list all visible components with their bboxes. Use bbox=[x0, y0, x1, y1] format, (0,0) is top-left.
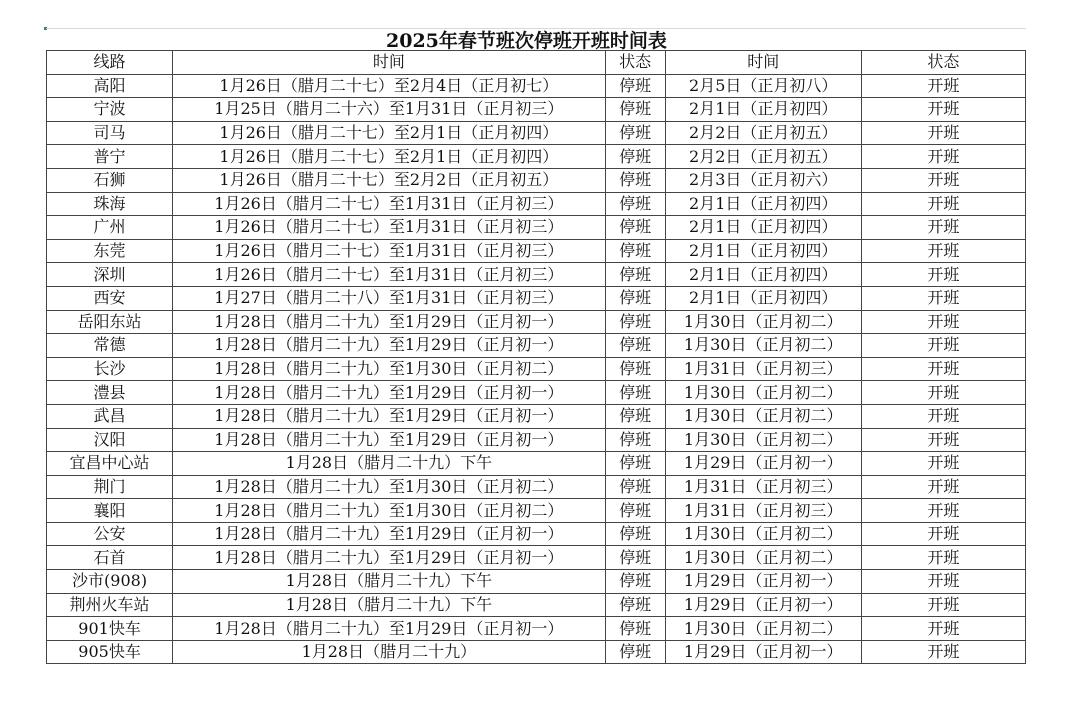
route-cell: 珠海 bbox=[47, 192, 173, 216]
header-stop-status: 状态 bbox=[605, 51, 665, 75]
stop-time-cell: 1月28日（腊月二十九）至1月29日（正月初一） bbox=[173, 617, 605, 641]
open-time-cell: 2月2日（正月初五） bbox=[665, 145, 861, 169]
route-cell: 公安 bbox=[47, 522, 173, 546]
route-cell: 宜昌中心站 bbox=[47, 452, 173, 476]
stop-time-cell: 1月26日（腊月二十七）至2月4日（正月初七） bbox=[173, 74, 605, 98]
open-time-cell: 2月1日（正月初四） bbox=[665, 286, 861, 310]
stop-status-cell: 停班 bbox=[605, 452, 665, 476]
stop-status-cell: 停班 bbox=[605, 617, 665, 641]
open-time-cell: 2月5日（正月初八） bbox=[665, 74, 861, 98]
stop-status-cell: 停班 bbox=[605, 522, 665, 546]
stop-status-cell: 停班 bbox=[605, 334, 665, 358]
route-cell: 常德 bbox=[47, 334, 173, 358]
stop-time-cell: 1月26日（腊月二十七）至1月31日（正月初三） bbox=[173, 239, 605, 263]
header-stop-time: 时间 bbox=[173, 51, 605, 75]
route-cell: 高阳 bbox=[47, 74, 173, 98]
stop-status-cell: 停班 bbox=[605, 145, 665, 169]
stop-time-cell: 1月28日（腊月二十九）至1月29日（正月初一） bbox=[173, 334, 605, 358]
open-status-cell: 开班 bbox=[861, 192, 1025, 216]
table-row bbox=[47, 499, 1026, 523]
stop-status-cell: 停班 bbox=[605, 404, 665, 428]
stop-time-cell: 1月26日（腊月二十七）至2月1日（正月初四） bbox=[173, 121, 605, 145]
route-cell: 汉阳 bbox=[47, 428, 173, 452]
table-row bbox=[47, 145, 1026, 169]
open-status-cell: 开班 bbox=[861, 546, 1025, 570]
stop-time-cell: 1月26日（腊月二十七）至1月31日（正月初三） bbox=[173, 263, 605, 287]
stop-status-cell: 停班 bbox=[605, 381, 665, 405]
open-time-cell: 1月30日（正月初二） bbox=[665, 334, 861, 358]
open-time-cell: 1月31日（正月初三） bbox=[665, 475, 861, 499]
open-time-cell: 2月3日（正月初六） bbox=[665, 168, 861, 192]
open-status-cell: 开班 bbox=[861, 145, 1025, 169]
stop-time-cell: 1月28日（腊月二十九）至1月29日（正月初一） bbox=[173, 546, 605, 570]
stop-status-cell: 停班 bbox=[605, 192, 665, 216]
route-cell: 司马 bbox=[47, 121, 173, 145]
open-time-cell: 1月29日（正月初一） bbox=[665, 570, 861, 594]
open-time-cell: 1月29日（正月初一） bbox=[665, 452, 861, 476]
table-row bbox=[47, 192, 1026, 216]
table-row bbox=[47, 216, 1026, 240]
stop-status-cell: 停班 bbox=[605, 310, 665, 334]
open-status-cell: 开班 bbox=[861, 98, 1025, 122]
route-cell: 武昌 bbox=[47, 404, 173, 428]
route-cell: 宁波 bbox=[47, 98, 173, 122]
open-status-cell: 开班 bbox=[861, 522, 1025, 546]
table-row bbox=[47, 286, 1026, 310]
open-time-cell: 1月30日（正月初二） bbox=[665, 428, 861, 452]
stop-time-cell: 1月26日（腊月二十七）至2月1日（正月初四） bbox=[173, 145, 605, 169]
table-row bbox=[47, 121, 1026, 145]
stop-status-cell: 停班 bbox=[605, 216, 665, 240]
stop-status-cell: 停班 bbox=[605, 239, 665, 263]
schedule-table bbox=[46, 50, 1026, 664]
stop-status-cell: 停班 bbox=[605, 286, 665, 310]
stop-status-cell: 停班 bbox=[605, 357, 665, 381]
open-status-cell: 开班 bbox=[861, 617, 1025, 641]
route-cell: 荆门 bbox=[47, 475, 173, 499]
route-cell: 901快车 bbox=[47, 617, 173, 641]
open-time-cell: 2月1日（正月初四） bbox=[665, 239, 861, 263]
open-status-cell: 开班 bbox=[861, 286, 1025, 310]
route-cell: 荆州火车站 bbox=[47, 593, 173, 617]
route-cell: 普宁 bbox=[47, 145, 173, 169]
table-row bbox=[47, 263, 1026, 287]
open-time-cell: 2月1日（正月初四） bbox=[665, 98, 861, 122]
open-status-cell: 开班 bbox=[861, 593, 1025, 617]
table-row bbox=[47, 452, 1026, 476]
stop-status-cell: 停班 bbox=[605, 546, 665, 570]
table-row bbox=[47, 593, 1026, 617]
stop-status-cell: 停班 bbox=[605, 593, 665, 617]
open-status-cell: 开班 bbox=[861, 263, 1025, 287]
open-status-cell: 开班 bbox=[861, 334, 1025, 358]
header-route: 线路 bbox=[47, 51, 173, 75]
stop-status-cell: 停班 bbox=[605, 74, 665, 98]
open-status-cell: 开班 bbox=[861, 121, 1025, 145]
route-cell: 长沙 bbox=[47, 357, 173, 381]
stop-status-cell: 停班 bbox=[605, 168, 665, 192]
route-cell: 沙市(908) bbox=[47, 570, 173, 594]
table-body bbox=[47, 74, 1026, 664]
title-row bbox=[46, 28, 1026, 51]
table-row bbox=[47, 357, 1026, 381]
route-cell: 东莞 bbox=[47, 239, 173, 263]
stop-time-cell: 1月28日（腊月二十九） bbox=[173, 640, 605, 664]
stop-time-cell: 1月28日（腊月二十九）下午 bbox=[173, 452, 605, 476]
table-row bbox=[47, 334, 1026, 358]
open-time-cell: 2月1日（正月初四） bbox=[665, 216, 861, 240]
route-cell: 岳阳东站 bbox=[47, 310, 173, 334]
open-status-cell: 开班 bbox=[861, 475, 1025, 499]
stop-time-cell: 1月26日（腊月二十七）至1月31日（正月初三） bbox=[173, 192, 605, 216]
open-status-cell: 开班 bbox=[861, 239, 1025, 263]
open-time-cell: 2月1日（正月初四） bbox=[665, 263, 861, 287]
route-cell: 襄阳 bbox=[47, 499, 173, 523]
stop-time-cell: 1月25日（腊月二十六）至1月31日（正月初三） bbox=[173, 98, 605, 122]
stop-time-cell: 1月26日（腊月二十七）至1月31日（正月初三） bbox=[173, 216, 605, 240]
open-time-cell: 1月31日（正月初三） bbox=[665, 357, 861, 381]
table-row bbox=[47, 428, 1026, 452]
table-row bbox=[47, 522, 1026, 546]
open-status-cell: 开班 bbox=[861, 570, 1025, 594]
open-status-cell: 开班 bbox=[861, 357, 1025, 381]
page-title: 2025年春节班次停班开班时间表 bbox=[386, 30, 667, 52]
table-row bbox=[47, 98, 1026, 122]
stop-time-cell: 1月28日（腊月二十九）至1月30日（正月初二） bbox=[173, 357, 605, 381]
stop-time-cell: 1月28日（腊月二十九）至1月29日（正月初一） bbox=[173, 428, 605, 452]
open-time-cell: 1月30日（正月初二） bbox=[665, 404, 861, 428]
stop-time-cell: 1月28日（腊月二十九）至1月30日（正月初二） bbox=[173, 499, 605, 523]
open-status-cell: 开班 bbox=[861, 74, 1025, 98]
open-status-cell: 开班 bbox=[861, 452, 1025, 476]
stop-time-cell: 1月28日（腊月二十九）至1月30日（正月初二） bbox=[173, 475, 605, 499]
table-row bbox=[47, 475, 1026, 499]
open-time-cell: 1月29日（正月初一） bbox=[665, 640, 861, 664]
stop-time-cell: 1月28日（腊月二十九）至1月29日（正月初一） bbox=[173, 522, 605, 546]
header-open-time: 时间 bbox=[665, 51, 861, 75]
table-row bbox=[47, 239, 1026, 263]
stop-status-cell: 停班 bbox=[605, 98, 665, 122]
open-time-cell: 1月30日（正月初二） bbox=[665, 310, 861, 334]
stop-time-cell: 1月28日（腊月二十九）至1月29日（正月初一） bbox=[173, 310, 605, 334]
table-row bbox=[47, 546, 1026, 570]
stop-status-cell: 停班 bbox=[605, 428, 665, 452]
stop-status-cell: 停班 bbox=[605, 475, 665, 499]
open-time-cell: 1月30日（正月初二） bbox=[665, 381, 861, 405]
table-row bbox=[47, 404, 1026, 428]
open-time-cell: 2月1日（正月初四） bbox=[665, 192, 861, 216]
stop-status-cell: 停班 bbox=[605, 121, 665, 145]
route-cell: 石狮 bbox=[47, 168, 173, 192]
open-status-cell: 开班 bbox=[861, 168, 1025, 192]
stop-time-cell: 1月28日（腊月二十九）下午 bbox=[173, 593, 605, 617]
stop-status-cell: 停班 bbox=[605, 570, 665, 594]
stop-time-cell: 1月26日（腊月二十七）至2月2日（正月初五） bbox=[173, 168, 605, 192]
stop-status-cell: 停班 bbox=[605, 263, 665, 287]
header-open-status: 状态 bbox=[861, 51, 1025, 75]
route-cell: 深圳 bbox=[47, 263, 173, 287]
table-row bbox=[47, 168, 1026, 192]
open-time-cell: 1月30日（正月初二） bbox=[665, 617, 861, 641]
open-status-cell: 开班 bbox=[861, 310, 1025, 334]
route-cell: 905快车 bbox=[47, 640, 173, 664]
open-status-cell: 开班 bbox=[861, 404, 1025, 428]
table-row bbox=[47, 310, 1026, 334]
table-row bbox=[47, 570, 1026, 594]
stop-time-cell: 1月28日（腊月二十九）至1月29日（正月初一） bbox=[173, 404, 605, 428]
open-status-cell: 开班 bbox=[861, 640, 1025, 664]
table-row bbox=[47, 381, 1026, 405]
table-row bbox=[47, 640, 1026, 664]
open-status-cell: 开班 bbox=[861, 381, 1025, 405]
route-cell: 西安 bbox=[47, 286, 173, 310]
open-time-cell: 1月30日（正月初二） bbox=[665, 546, 861, 570]
open-time-cell: 2月2日（正月初五） bbox=[665, 121, 861, 145]
open-status-cell: 开班 bbox=[861, 428, 1025, 452]
route-cell: 广州 bbox=[47, 216, 173, 240]
open-time-cell: 1月30日（正月初二） bbox=[665, 522, 861, 546]
route-cell: 石首 bbox=[47, 546, 173, 570]
header-row bbox=[47, 51, 1026, 75]
table-row bbox=[47, 617, 1026, 641]
open-status-cell: 开班 bbox=[861, 216, 1025, 240]
open-time-cell: 1月29日（正月初一） bbox=[665, 593, 861, 617]
open-status-cell: 开班 bbox=[861, 499, 1025, 523]
stop-time-cell: 1月27日（腊月二十八）至1月31日（正月初三） bbox=[173, 286, 605, 310]
stop-time-cell: 1月28日（腊月二十九）下午 bbox=[173, 570, 605, 594]
table-row bbox=[47, 74, 1026, 98]
stop-status-cell: 停班 bbox=[605, 640, 665, 664]
stop-status-cell: 停班 bbox=[605, 499, 665, 523]
open-time-cell: 1月31日（正月初三） bbox=[665, 499, 861, 523]
route-cell: 澧县 bbox=[47, 381, 173, 405]
stop-time-cell: 1月28日（腊月二十九）至1月29日（正月初一） bbox=[173, 381, 605, 405]
